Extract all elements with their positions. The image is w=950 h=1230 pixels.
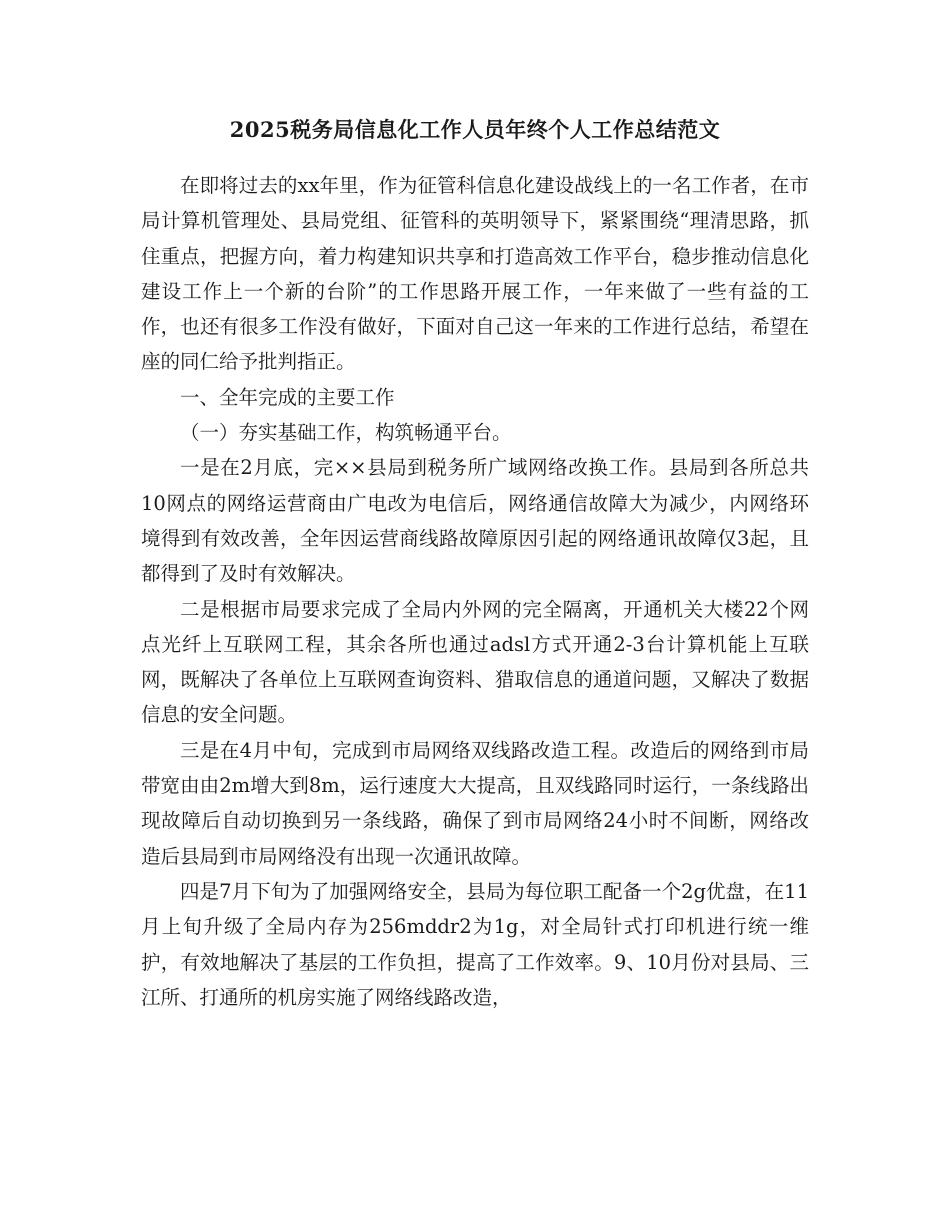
intro-paragraph: 在即将过去的xx年里，作为征管科信息化建设战线上的一名工作者，在市局计算机管理处、县局党组、征管科的英明领导下，紧紧围绕“理清思路，抓住重点，把握方向，着力构建知识共享和打造高效工作平台，稳步推动信息化建设工作上一个新的台阶”的工作思路开展工作，一年来做了一些有益的工作，也还有很多工作没有做好，下面对自己这一年来的工作进行总结，希望在座的同仁给予批判指正。 [141,174,809,374]
body-paragraph-1: 一是在2月底，完××县局到税务所广域网络改换工作。县局到各所总共10网点的网络运营商由广电改为电信后，网络通信故障大为减少，内网络环境得到有效改善，全年因运营商线路故障原因引起的网络通讯故障仅3起，且都得到了及时有效解决。 [141,456,809,586]
body-paragraph-2: 二是根据市局要求完成了全局内外网的完全隔离，开通机关大楼22个网点光纤上互联网工程，其余各所也通过adsl方式开通2-3台计算机能上互联网，既解决了各单位上互联网查询资料、猎取信息的通道问题，又解决了数据信息的安全问题。 [141,597,809,727]
body-paragraph-3: 三是在4月中旬，完成到市局网络双线路改造工程。改造后的网络到市局带宽由由2m增大到8m，运行速度大大提高，且双线路同时运行，一条线路出现故障后自动切换到另一条线路，确保了到市局网络24小时不间断，网络改造后县局到市局网络没有出现一次通讯故障。 [141,738,809,868]
section-heading: 一、全年完成的主要工作 [180,385,395,409]
document-body [141,168,809,1015]
body-paragraph-4: 四是7月下旬为了加强网络安全，县局为每位职工配备一个2g优盘，在11月上旬升级了全局内存为256mddr2为1g，对全局针式打印机进行统一维护，有效地解决了基层的工作负担，提高了工作效率。9、10月份对县局、三江所、打通所的机房实施了网络线路改造， [141,879,809,1009]
subsection-heading: （一）夯实基础工作，构筑畅通平台。 [180,421,512,445]
document-title: 2025税务局信息化工作人员年终个人工作总结范文 [229,117,721,142]
